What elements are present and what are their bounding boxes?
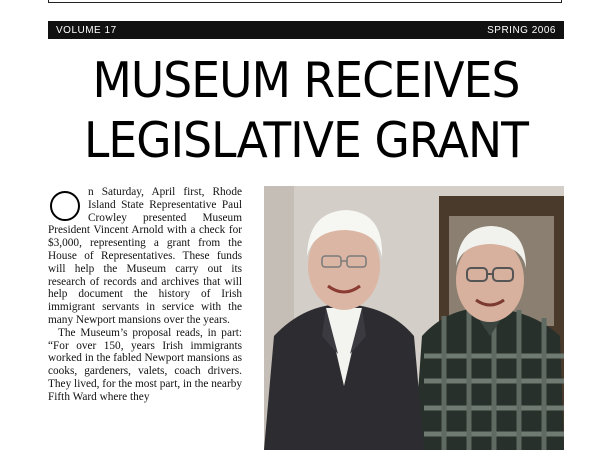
paragraph-1-text: n Saturday, April first, Rhode Island State Representative Paul Crowley presented Museum President Vincent Arnold with a check for $3,000, representing a grant from the House of Representatives. These funds will help the Museum carry out its research of records and archives that will help document the history of Irish immigrant servants in service with the many Newport mansions over the years. [48,186,242,326]
drop-cap-o [50,191,80,221]
article-photo [264,186,564,450]
volume-label: VOLUME 17 [56,24,117,36]
article-paragraph-2: The Museum’s proposal reads, in part: “For over 150, years Irish immigrants worked in the fabled Newport mansions as cooks, gardeners, valets, coach drivers. They lived, for the most part, in the nearby Fifth Ward where they [48,326,242,403]
headline-line-1: MUSEUM RECEIVES [92,52,520,109]
headline [66,51,546,171]
photo-illustration [264,186,564,450]
volume-bar [48,21,564,39]
issue-date: SPRING 2006 [487,24,556,36]
top-border-frame [48,0,562,3]
headline-line-2: LEGISLATIVE GRANT [83,112,529,169]
article-body [48,186,242,404]
article-paragraph-1 [48,186,242,327]
